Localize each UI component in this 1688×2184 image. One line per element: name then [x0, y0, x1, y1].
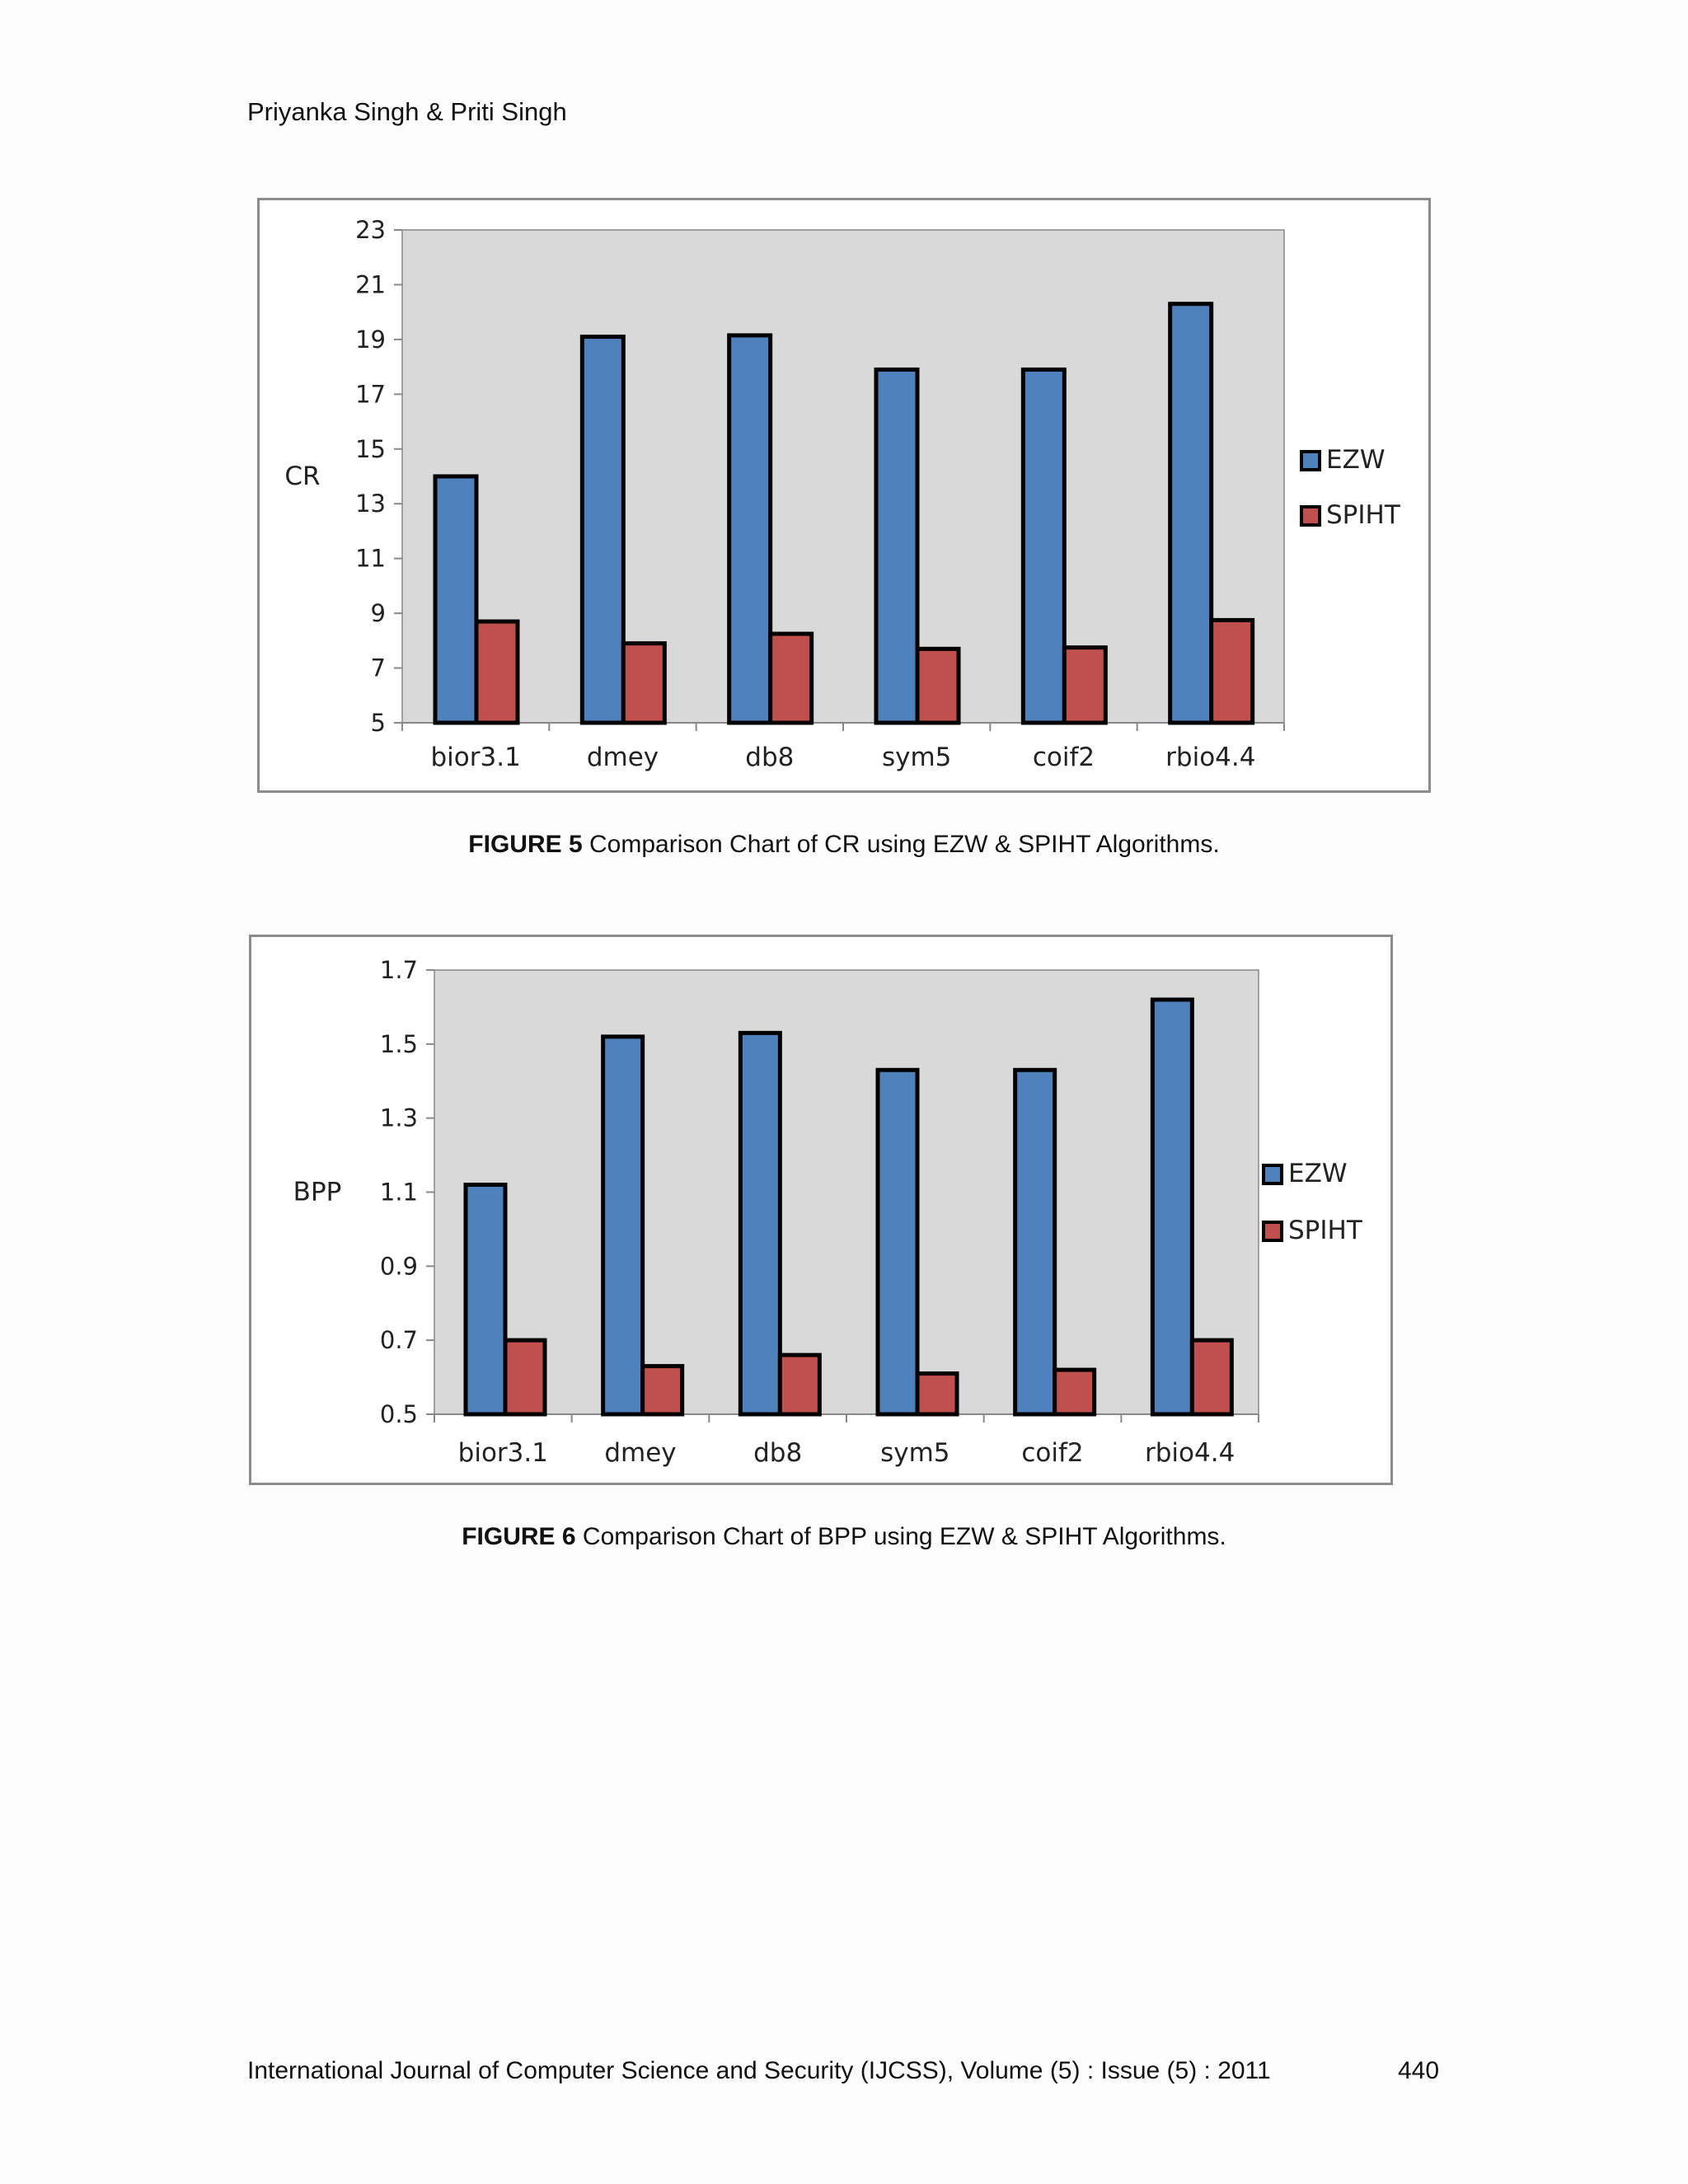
y-tick-label: 21 [355, 270, 386, 299]
y-tick-label: 17 [355, 380, 386, 409]
y-tick-label: 0.5 [379, 1400, 418, 1428]
y-tick-label: 1.3 [379, 1104, 418, 1132]
plot-area [434, 970, 1259, 1414]
ezw-bar [876, 369, 917, 723]
x-category-label: rbio4.4 [1165, 743, 1256, 772]
legend-swatch [1301, 507, 1320, 525]
y-tick-label: 5 [370, 709, 386, 737]
figure-5-caption [0, 831, 1688, 859]
spiht-bar [771, 634, 812, 723]
y-tick-label: 0.7 [379, 1326, 418, 1355]
x-category-label: db8 [745, 743, 795, 772]
y-axis-label: CR [284, 462, 321, 491]
spiht-bar [917, 649, 959, 723]
figure-5-text: Comparison Chart of CR using EZW & SPIHT Algorithms. [582, 831, 1220, 858]
x-category-label: bior3.1 [430, 743, 521, 772]
y-tick-label: 19 [355, 325, 386, 354]
page-number: 440 [1398, 2057, 1440, 2084]
y-tick-label: 13 [355, 490, 386, 518]
spiht-bar [476, 621, 518, 723]
y-tick-label: 23 [355, 216, 386, 244]
figure-5-label: FIGURE 5 [468, 831, 583, 858]
y-axis-label: BPP [293, 1177, 342, 1207]
spiht-bar [1064, 648, 1105, 723]
y-tick-label: 9 [370, 599, 386, 628]
y-tick-label: 11 [355, 544, 386, 573]
figure-6-caption [0, 1523, 1688, 1551]
x-category-label: sym5 [880, 1438, 950, 1468]
y-tick-label: 1.5 [379, 1029, 418, 1058]
figure-6-text: Comparison Chart of BPP using EZW & SPIHT Algorithms. [575, 1523, 1226, 1550]
y-tick-label: 1.7 [379, 956, 418, 984]
ezw-bar [740, 1033, 780, 1414]
running-header: Priyanka Singh & Priti Singh [247, 97, 567, 126]
ezw-bar [466, 1185, 505, 1414]
x-category-label: coif2 [1032, 743, 1095, 772]
x-category-label: coif2 [1021, 1438, 1084, 1468]
legend-label: SPIHT [1326, 500, 1400, 530]
x-category-label: sym5 [881, 743, 952, 772]
x-category-label: dmey [586, 743, 659, 772]
plot-area [402, 230, 1284, 723]
bpp-chart-frame [249, 935, 1393, 1485]
spiht-bar [780, 1355, 819, 1414]
spiht-bar [1212, 620, 1253, 723]
ezw-bar [729, 335, 771, 723]
bpp-bar-chart [251, 937, 1395, 1488]
cr-bar-chart [260, 200, 1433, 795]
figure-6-label: FIGURE 6 [462, 1523, 576, 1550]
legend-label: SPIHT [1288, 1216, 1362, 1245]
x-category-label: rbio4.4 [1145, 1438, 1236, 1468]
y-tick-label: 15 [355, 434, 386, 463]
legend-label: EZW [1326, 445, 1386, 475]
x-category-label: db8 [753, 1438, 803, 1468]
ezw-bar [435, 476, 476, 723]
spiht-bar [1192, 1340, 1231, 1414]
ezw-bar [878, 1070, 917, 1414]
spiht-bar [1055, 1370, 1095, 1414]
ezw-bar [1152, 1000, 1192, 1414]
spiht-bar [917, 1374, 957, 1414]
x-category-label: bior3.1 [457, 1438, 548, 1468]
y-tick-label: 1.1 [379, 1178, 418, 1207]
ezw-bar [582, 337, 623, 723]
cr-chart-frame [257, 198, 1431, 793]
spiht-bar [505, 1340, 545, 1414]
ezw-bar [1015, 1070, 1055, 1414]
spiht-bar [623, 644, 664, 723]
ezw-bar [603, 1037, 643, 1414]
y-tick-label: 7 [370, 654, 386, 682]
x-category-label: dmey [604, 1438, 677, 1468]
spiht-bar [643, 1366, 682, 1414]
legend-label: EZW [1288, 1159, 1348, 1188]
legend-swatch [1264, 1222, 1282, 1240]
ezw-bar [1023, 369, 1064, 723]
footer-journal: International Journal of Computer Science and Security (IJCSS), Volume (5) : Issue (5) : 2011 [247, 2057, 1271, 2084]
ezw-bar [1170, 304, 1212, 723]
legend-swatch [1301, 452, 1320, 470]
legend-swatch [1264, 1165, 1282, 1183]
y-tick-label: 0.9 [379, 1252, 418, 1281]
